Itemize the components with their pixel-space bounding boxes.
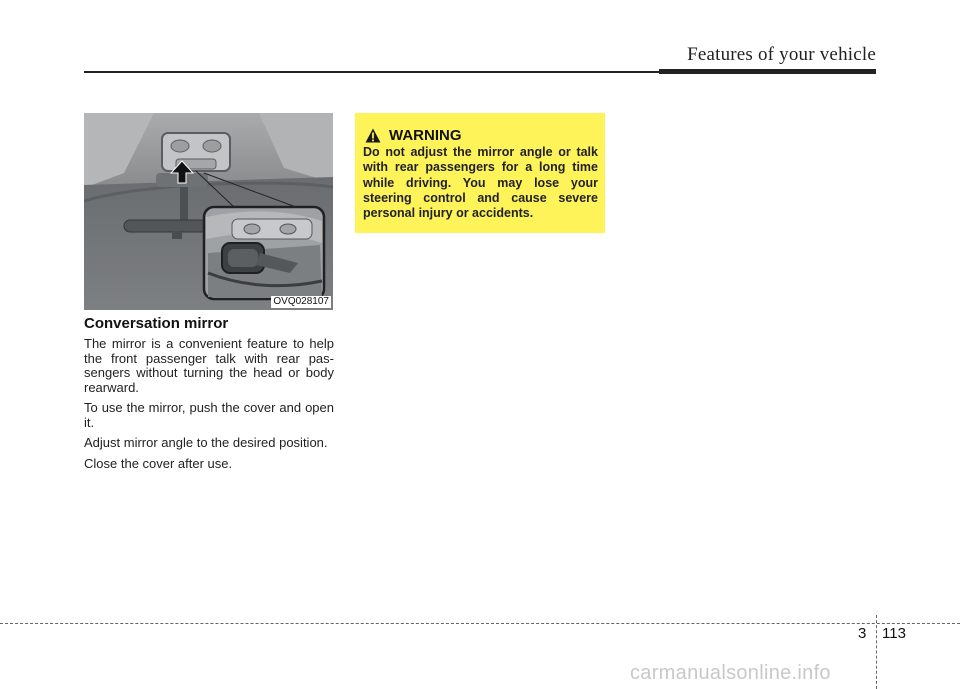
- footer-rule: [0, 623, 960, 624]
- warning-box: [355, 113, 605, 233]
- warning-title: WARNING: [389, 126, 462, 144]
- body-paragraph: Adjust mirror angle to the desired position.: [84, 435, 328, 450]
- figure-code: OVQ028107: [273, 296, 329, 307]
- watermark: carmanualsonline.info: [630, 662, 831, 684]
- header-rule-accent: [659, 69, 876, 74]
- chapter-number: 3: [858, 625, 867, 642]
- body-paragraph: To use the mirror, push the cover and open it.: [84, 400, 334, 430]
- footer-divider: [876, 615, 877, 689]
- section-body: [84, 337, 334, 477]
- warning-header: [365, 124, 462, 146]
- warning-text: Do not adjust the mirror angle or talk with rear passengers for a long time while driving. You may lose your steering control and cause severe personal injury or accidents.: [363, 145, 598, 221]
- section-title: Conversation mirror: [84, 315, 229, 332]
- body-paragraph: The mirror is a convenient feature to help the front passenger talk with rear passengers without turning the head or body rearward.: [84, 336, 334, 395]
- body-paragraph: Close the cover after use.: [84, 455, 233, 471]
- mirror-illustration: [84, 113, 333, 310]
- header-rule: [84, 71, 659, 73]
- page-header-title: Features of your vehicle: [687, 44, 876, 65]
- page-number: 113: [882, 625, 906, 642]
- warning-triangle-icon: [365, 128, 381, 143]
- conversation-mirror-figure: [84, 113, 333, 310]
